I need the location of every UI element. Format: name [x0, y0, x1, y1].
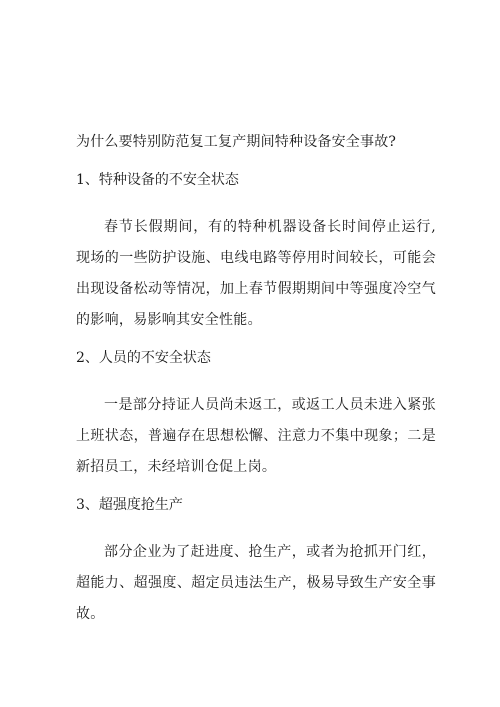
- section-paragraph: 部分企业为了赶进度、抢生产，或者为抢抓开门红，超能力、超强度、超定员违法生产，极易导致生产安全事故。: [76, 544, 436, 622]
- section-1: [76, 170, 436, 336]
- section-2: [76, 348, 436, 483]
- document-title: 为什么要特别防范复工复产期间特种设备安全事故?: [76, 134, 397, 150]
- section-heading: 3、超强度抢生产: [76, 497, 183, 513]
- section-heading: 2、人员的不安全状态: [76, 350, 211, 366]
- section-heading: 1、特种设备的不安全状态: [76, 172, 239, 188]
- section-paragraph: 一是部分持证人员尚未返工，或返工人员未进入紧张上班状态，普遍存在思想松懈、注意力不集中现象；二是新招员工，未经培训仓促上岗。: [76, 397, 436, 475]
- document-body: [76, 132, 436, 642]
- section-paragraph: 春节长假期间，有的特种机器设备长时间停止运行,现场的一些防护设施、电线电路等停用时间较长，可能会出现设备松动等情况，加上春节假期期间中等强度冷空气的影响，易影响其安全性能。: [76, 219, 436, 328]
- section-3: [76, 495, 436, 630]
